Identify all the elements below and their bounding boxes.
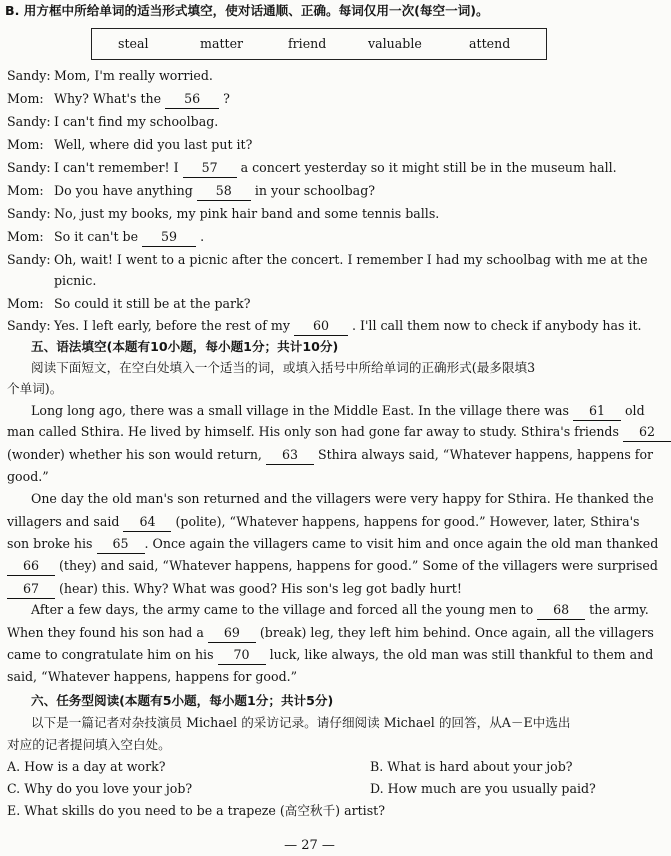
answer-blank[interactable]: 57 <box>183 159 237 178</box>
word-friend: friend <box>288 36 327 51</box>
passage-text: Sthira always said, “Whatever happens, happens for <box>313 447 654 462</box>
section5-instruction-cont: 个单词)。 <box>7 381 63 396</box>
dialogue-line <box>7 295 250 313</box>
dialogue-text: So could it still be at the park? <box>54 296 251 311</box>
passage-text: luck, like always, the old man was still thankful to them and <box>265 647 654 662</box>
dialogue-line <box>7 90 230 109</box>
dialogue-line <box>7 159 617 178</box>
dialogue-text: Oh, wait! I went to a picnic after the concert. I remember I had my schoolbag with me at the <box>54 252 648 267</box>
passage-text: (wonder) whether his son would return, <box>7 447 266 462</box>
passage-text: came to congratulate him on his <box>7 647 218 662</box>
answer-blank[interactable]: 69 <box>208 624 256 643</box>
passage-text: After a few days, the army came to the village and forced all the young men to <box>31 602 538 617</box>
dialogue-line <box>7 205 439 223</box>
passage-line <box>7 513 640 532</box>
passage-text: Long long ago, there was a small village in the Middle East. In the village there was <box>31 403 573 418</box>
dialogue-line <box>7 136 252 154</box>
answer-blank[interactable]: 59 <box>142 228 196 247</box>
section6-instruction-cont: 对应的记者提问填入空白处。 <box>7 737 171 752</box>
dialogue-line <box>7 67 213 85</box>
passage-line <box>7 624 654 643</box>
answer-blank[interactable]: 58 <box>197 182 251 201</box>
dialogue-line <box>7 272 96 290</box>
passage-line <box>31 490 654 508</box>
dialogue-text: No, just my books, my pink hair band and some tennis balls. <box>54 206 440 221</box>
option-b: B. What is hard about your job? <box>370 759 573 774</box>
passage-text: . Once again the villagers came to visit him and once again the old man thanked <box>144 536 659 551</box>
passage-line <box>7 557 658 576</box>
page-number: — 27 — <box>284 838 335 853</box>
passage-line <box>7 535 658 554</box>
passage-line <box>7 446 653 465</box>
speaker-label: Sandy: <box>7 68 51 83</box>
passage-text: said, “Whatever happens, happens for good.” <box>7 669 298 684</box>
passage-line <box>7 468 49 486</box>
passage-text: the army. <box>585 602 649 617</box>
passage-line <box>7 668 297 686</box>
option-e: E. What skills do you need to be a trapeze (高空秋千) artist? <box>7 803 385 818</box>
answer-blank[interactable]: 65 <box>97 535 145 554</box>
option-c: C. Why do you love your job? <box>7 781 193 796</box>
speaker-label: Mom: <box>7 229 44 244</box>
answer-blank[interactable]: 56 <box>165 90 219 109</box>
dialogue-line <box>7 182 375 201</box>
dialogue-text: So it can't be <box>54 229 139 244</box>
answer-blank[interactable]: 68 <box>537 601 585 620</box>
answer-blank[interactable]: 66 <box>7 557 55 576</box>
dialogue-text: I can't find my schoolbag. <box>54 114 219 129</box>
speaker-label: Sandy: <box>7 206 51 221</box>
dialogue-text-after: a concert yesterday so it might still be in the museum hall. <box>240 160 617 175</box>
answer-blank[interactable]: 61 <box>573 402 621 421</box>
passage-line <box>7 423 671 442</box>
passage-text: villagers and said <box>7 514 124 529</box>
section6-heading: 六、任务型阅读(本题有5小题，每小题1分；共计5分) <box>31 693 334 708</box>
speaker-label: Mom: <box>7 183 44 198</box>
passage-text: man called Sthira. He lived by himself. His only son had gone far away to study. Sthira's friends <box>7 424 623 439</box>
passage-text: When they found his son had a <box>7 625 208 640</box>
passage-text: (they) and said, “Whatever happens, happens for good.” Some of the villagers were surprised <box>55 558 658 573</box>
word-attend: attend <box>469 36 511 51</box>
dialogue-text-after: ? <box>223 91 230 106</box>
speaker-label: Mom: <box>7 296 44 311</box>
dialogue-text-after: . I'll call them now to check if anybody has it. <box>351 318 642 333</box>
dialogue-text: Do you have anything <box>54 183 193 198</box>
passage-line <box>7 580 462 599</box>
passage-text: (hear) this. Why? What was good? His son's leg got badly hurt! <box>55 581 462 596</box>
speaker-label: Sandy: <box>7 252 51 267</box>
answer-blank[interactable]: 67 <box>7 580 55 599</box>
answer-blank[interactable]: 63 <box>266 446 314 465</box>
dialogue-text: I can't remember! I <box>54 160 179 175</box>
section-b-instruction: B. 用方框中所给单词的适当形式填空，使对话通顺、正确。每词仅用一次(每空一词)。 <box>5 3 489 18</box>
passage-text: good.” <box>7 469 49 484</box>
speaker-label: Mom: <box>7 137 44 152</box>
word-valuable: valuable <box>368 36 422 51</box>
answer-blank[interactable]: 64 <box>123 513 171 532</box>
word-box <box>91 28 547 60</box>
passage-text: old <box>620 403 645 418</box>
dialogue-text: Well, where did you last put it? <box>54 137 253 152</box>
option-a: A. How is a day at work? <box>7 759 166 774</box>
passage-text: One day the old man's son returned and the villagers were very happy for Sthira. He thanked the <box>31 491 654 506</box>
passage-text: son broke his <box>7 536 97 551</box>
dialogue-text: picnic. <box>54 273 97 288</box>
passage-line <box>31 402 645 421</box>
option-d: D. How much are you usually paid? <box>370 781 596 796</box>
dialogue-text: Yes. I left early, before the rest of my <box>54 318 290 333</box>
dialogue-text: Why? What's the <box>54 91 162 106</box>
passage-text: (break) leg, they left him behind. Once again, all the villagers <box>255 625 654 640</box>
word-steal: steal <box>118 36 149 51</box>
answer-blank[interactable]: 70 <box>218 646 266 665</box>
word-matter: matter <box>200 36 244 51</box>
dialogue-text-after: . <box>200 229 205 244</box>
speaker-label: Sandy: <box>7 318 51 333</box>
passage-line <box>7 646 653 665</box>
section5-instruction: 阅读下面短文，在空白处填入一个适当的词，或填入括号中所给单词的正确形式(最多限填3 <box>31 360 536 375</box>
answer-blank[interactable]: 62 <box>623 423 671 442</box>
answer-blank[interactable]: 60 <box>294 317 348 336</box>
dialogue-line <box>7 113 218 131</box>
section5-heading: 五、语法填空(本题有10小题，每小题1分；共计10分) <box>31 339 339 354</box>
dialogue-line <box>7 228 204 247</box>
section6-instruction: 以下是一篇记者对杂技演员 Michael 的采访记录。请仔细阅读 Michael 的回答，从A－E中选出 <box>31 715 571 730</box>
speaker-label: Sandy: <box>7 114 51 129</box>
dialogue-text: Mom, I'm really worried. <box>54 68 213 83</box>
dialogue-line <box>7 317 642 336</box>
speaker-label: Sandy: <box>7 160 51 175</box>
speaker-label: Mom: <box>7 91 44 106</box>
passage-text: (polite), “Whatever happens, happens for good.” However, later, Sthira's <box>171 514 640 529</box>
dialogue-text-after: in your schoolbag? <box>254 183 376 198</box>
dialogue-line <box>7 251 648 269</box>
passage-line <box>31 601 649 620</box>
